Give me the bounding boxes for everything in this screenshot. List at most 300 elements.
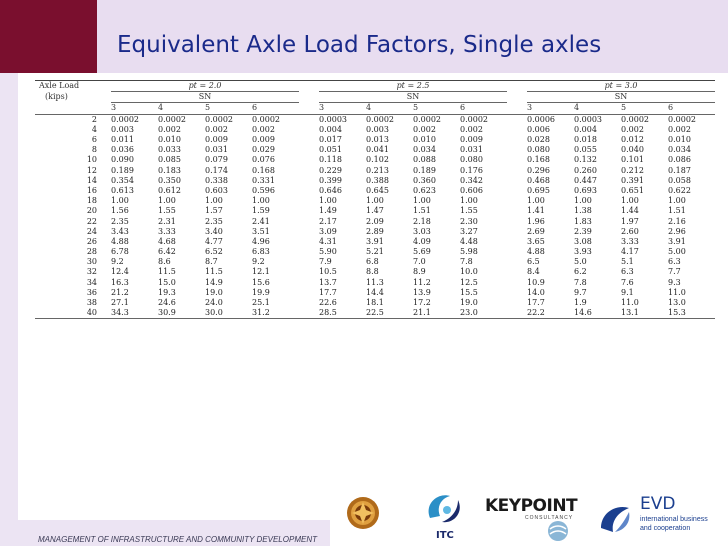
column-gap [507, 278, 527, 288]
load-factor-cell: 24.0 [205, 298, 223, 308]
load-factor-cell: 3.43 [111, 226, 129, 236]
load-factor-cell: 1.00 [413, 196, 431, 206]
load-factor-cell: 10.9 [527, 277, 545, 287]
load-factor-cell: 2.35 [205, 216, 223, 226]
pt-2-0-header: pt = 2.0 [111, 81, 299, 92]
load-factor-cell: 12.1 [252, 267, 270, 277]
load-factor-cell: 11.0 [621, 298, 639, 308]
load-factor-cell: 5.90 [319, 247, 337, 257]
load-factor-cell: 0.612 [158, 185, 181, 195]
university-seal-icon [346, 494, 380, 532]
load-factor-cell: 9.2 [111, 257, 124, 267]
load-factor-cell: 1.9 [574, 298, 587, 308]
load-factor-cell: 0.331 [252, 175, 275, 185]
axle-load-value: 4 [91, 124, 97, 134]
load-factor-cell: 7.0 [413, 257, 426, 267]
load-factor-cell: 0.034 [668, 145, 691, 155]
column-gap [507, 267, 527, 277]
load-factor-cell: 19.0 [460, 298, 478, 308]
load-factor-cell: 0.006 [527, 124, 550, 134]
table-row [35, 288, 715, 298]
axle-load-table-container [35, 80, 715, 319]
load-factor-cell: 0.296 [527, 165, 550, 175]
load-factor-cell: 4.31 [319, 236, 337, 246]
load-factor-cell: 0.189 [111, 165, 134, 175]
column-gap [299, 145, 319, 155]
load-factor-cell: 0.080 [460, 155, 483, 165]
load-factor-cell: 0.132 [574, 155, 597, 165]
table-row [35, 135, 715, 145]
load-factor-cell: 12.5 [460, 277, 478, 287]
load-factor-cell: 6.5 [527, 257, 540, 267]
column-gap [507, 216, 527, 226]
column-gap [299, 288, 319, 298]
load-factor-cell: 10.5 [319, 267, 337, 277]
sn-value-header: 3 [527, 103, 574, 114]
column-gap [507, 237, 527, 247]
sn-value-header: 6 [668, 103, 715, 114]
axle-load-value: 6 [91, 135, 97, 145]
table-row [35, 298, 715, 308]
load-factor-cell: 0.118 [319, 155, 342, 165]
column-gap [507, 257, 527, 267]
load-factor-cell: 15.5 [460, 287, 478, 297]
load-factor-cell: 10.0 [460, 267, 478, 277]
load-factor-cell: 9.7 [574, 287, 587, 297]
load-factor-cell: 0.041 [366, 145, 389, 155]
load-factor-cell: 2.16 [668, 216, 686, 226]
load-factor-cell: 1.38 [574, 206, 592, 216]
load-factor-cell: 23.0 [460, 308, 507, 319]
load-factor-cell: 0.391 [621, 175, 644, 185]
column-gap [507, 298, 527, 308]
axle-load-value: 14 [86, 175, 97, 185]
load-factor-cell: 6.42 [158, 247, 176, 257]
load-factor-cell: 0.350 [158, 175, 181, 185]
load-factor-cell: 0.187 [668, 165, 691, 175]
axle-load-value: 16 [86, 185, 97, 195]
axle-load-header: Axle Load [35, 81, 111, 92]
load-factor-cell: 6.8 [366, 257, 379, 267]
load-factor-cell: 2.17 [319, 216, 337, 226]
load-factor-cell: 8.6 [158, 257, 171, 267]
axle-load-factor-table [35, 80, 715, 319]
load-factor-cell: 0.168 [252, 165, 275, 175]
load-factor-cell: 0.004 [319, 124, 342, 134]
load-factor-cell: 0.693 [574, 185, 597, 195]
load-factor-cell: 15.3 [668, 308, 715, 319]
load-factor-cell: 17.7 [527, 298, 545, 308]
table-row [35, 278, 715, 288]
load-factor-cell: 3.51 [252, 226, 270, 236]
table-row [35, 125, 715, 135]
column-gap [507, 114, 527, 125]
load-factor-cell: 0.0002 [252, 114, 280, 124]
load-factor-cell: 14.9 [205, 277, 223, 287]
load-factor-cell: 6.3 [621, 267, 634, 277]
evd-subtitle: international business and cooperation [640, 516, 708, 532]
load-factor-cell: 15.6 [252, 277, 270, 287]
column-gap [507, 308, 527, 319]
load-factor-cell: 3.33 [158, 226, 176, 236]
load-factor-cell: 1.00 [574, 196, 592, 206]
load-factor-cell: 5.98 [460, 247, 478, 257]
load-factor-cell: 0.651 [621, 185, 644, 195]
load-factor-cell: 22.6 [319, 298, 337, 308]
load-factor-cell: 0.002 [460, 124, 483, 134]
load-factor-cell: 0.623 [413, 185, 436, 195]
load-factor-cell: 0.613 [111, 185, 134, 195]
column-gap [507, 155, 527, 165]
evd-wordmark: EVD [640, 494, 676, 514]
load-factor-cell: 6.78 [111, 247, 129, 257]
load-factor-cell: 0.009 [460, 135, 483, 145]
table-row [35, 227, 715, 237]
load-factor-cell: 0.031 [460, 145, 483, 155]
load-factor-cell: 3.40 [205, 226, 223, 236]
table-row [35, 166, 715, 176]
column-gap [299, 135, 319, 145]
load-factor-cell: 1.00 [366, 196, 384, 206]
load-factor-cell: 7.9 [319, 257, 332, 267]
table-row [35, 155, 715, 165]
load-factor-cell: 0.010 [668, 135, 691, 145]
column-gap [507, 135, 527, 145]
load-factor-cell: 0.360 [413, 175, 436, 185]
load-factor-cell: 0.388 [366, 175, 389, 185]
column-gap [299, 257, 319, 267]
load-factor-cell: 0.0002 [158, 114, 186, 124]
load-factor-cell: 0.009 [205, 135, 228, 145]
load-factor-cell: 0.088 [413, 155, 436, 165]
column-gap [299, 308, 319, 319]
column-gap [507, 125, 527, 135]
load-factor-cell: 1.47 [366, 206, 384, 216]
table-row [35, 267, 715, 277]
column-gap [299, 103, 319, 114]
keypoint-globe-icon [547, 520, 569, 542]
table-row [35, 216, 715, 226]
load-factor-cell: 0.013 [366, 135, 389, 145]
column-gap [507, 196, 527, 206]
load-factor-cell: 31.2 [252, 308, 299, 319]
load-factor-cell: 0.695 [527, 185, 550, 195]
load-factor-cell: 0.018 [574, 135, 597, 145]
load-factor-cell: 0.596 [252, 185, 275, 195]
load-factor-cell: 30.9 [158, 308, 205, 319]
load-factor-cell: 25.1 [252, 298, 270, 308]
load-factor-cell: 1.00 [111, 196, 129, 206]
load-factor-cell: 8.7 [205, 257, 218, 267]
evd-logo [595, 494, 725, 542]
table-row [35, 247, 715, 257]
load-factor-cell: 3.09 [319, 226, 337, 236]
load-factor-cell: 7.8 [460, 257, 473, 267]
column-gap [299, 298, 319, 308]
load-factor-cell: 0.055 [574, 145, 597, 155]
axle-load-value: 12 [86, 165, 97, 175]
load-factor-cell: 1.55 [158, 206, 176, 216]
load-factor-cell: 6.2 [574, 267, 587, 277]
load-factor-cell: 0.101 [621, 155, 644, 165]
load-factor-cell: 0.051 [319, 145, 342, 155]
load-factor-cell: 0.468 [527, 175, 550, 185]
load-factor-cell: 2.39 [574, 226, 592, 236]
load-factor-cell: 8.9 [413, 267, 426, 277]
load-factor-cell: 11.5 [158, 267, 176, 277]
axle-load-value: 18 [86, 196, 97, 206]
keypoint-wordmark: KEYPOINT [485, 496, 578, 516]
load-factor-cell: 0.002 [158, 124, 181, 134]
column-gap [507, 176, 527, 186]
load-factor-cell: 13.9 [413, 287, 431, 297]
load-factor-cell: 2.69 [527, 226, 545, 236]
load-factor-cell: 0.338 [205, 175, 228, 185]
axle-load-value: 22 [86, 216, 97, 226]
load-factor-cell: 28.5 [319, 308, 366, 319]
column-gap [507, 206, 527, 216]
load-factor-cell: 7.7 [668, 267, 681, 277]
load-factor-cell: 1.00 [460, 196, 478, 206]
load-factor-cell: 0.0002 [668, 114, 696, 124]
load-factor-cell: 0.645 [366, 185, 389, 195]
itc-swirl-icon [420, 488, 470, 530]
load-factor-cell: 3.91 [366, 236, 384, 246]
column-gap [507, 166, 527, 176]
column-gap [299, 247, 319, 257]
load-factor-cell: 0.174 [205, 165, 228, 175]
load-factor-cell: 5.1 [621, 257, 634, 267]
load-factor-cell: 1.00 [527, 196, 545, 206]
load-factor-cell: 16.3 [111, 277, 129, 287]
load-factor-cell: 1.00 [205, 196, 223, 206]
table-row [35, 308, 715, 319]
load-factor-cell: 2.35 [111, 216, 129, 226]
load-factor-cell: 11.5 [205, 267, 223, 277]
load-factor-cell: 9.2 [252, 257, 265, 267]
load-factor-cell: 1.00 [621, 196, 639, 206]
load-factor-cell: 14.6 [574, 308, 621, 319]
load-factor-cell: 0.229 [319, 165, 342, 175]
load-factor-cell: 13.7 [319, 277, 337, 287]
load-factor-cell: 19.0 [205, 287, 223, 297]
axle-load-value: 40 [35, 308, 111, 319]
column-gap [299, 278, 319, 288]
sn-value-header: 3 [111, 103, 158, 114]
load-factor-cell: 13.0 [668, 298, 686, 308]
column-gap [299, 267, 319, 277]
load-factor-cell: 0.0002 [621, 114, 649, 124]
load-factor-cell: 0.0003 [574, 114, 602, 124]
load-factor-cell: 4.09 [413, 236, 431, 246]
load-factor-cell: 0.010 [413, 135, 436, 145]
load-factor-cell: 17.7 [319, 287, 337, 297]
corner-accent-bar [0, 0, 97, 73]
load-factor-cell: 24.6 [158, 298, 176, 308]
load-factor-cell: 14.4 [366, 287, 384, 297]
column-gap [299, 186, 319, 196]
load-factor-cell: 0.176 [460, 165, 483, 175]
load-factor-cell: 0.040 [621, 145, 644, 155]
load-factor-cell: 0.0002 [205, 114, 233, 124]
sn-header-group-3: SN [527, 92, 715, 103]
load-factor-cell: 9.1 [621, 287, 634, 297]
load-factor-cell: 1.96 [527, 216, 545, 226]
sn-header-group-1: SN [111, 92, 299, 103]
load-factor-cell: 22.2 [527, 308, 574, 319]
load-factor-cell: 4.48 [460, 236, 478, 246]
sn-value-header: 6 [460, 103, 507, 114]
load-factor-cell: 1.56 [111, 206, 129, 216]
load-factor-cell: 0.076 [252, 155, 275, 165]
load-factor-cell: 0.622 [668, 185, 691, 195]
left-band [0, 73, 18, 546]
sn-value-header: 6 [252, 103, 299, 114]
table-row [35, 176, 715, 186]
sn-values-row [35, 103, 715, 114]
load-factor-cell: 0.003 [366, 124, 389, 134]
pt-3-0-header: pt = 3.0 [527, 81, 715, 92]
load-factor-cell: 0.0002 [111, 114, 139, 124]
column-gap [299, 114, 319, 125]
load-factor-cell: 8.8 [366, 267, 379, 277]
load-factor-cell: 3.03 [413, 226, 431, 236]
load-factor-cell: 1.51 [413, 206, 431, 216]
load-factor-cell: 14.0 [527, 287, 545, 297]
load-factor-cell: 0.034 [413, 145, 436, 155]
load-factor-cell: 27.1 [111, 298, 129, 308]
table-row [35, 237, 715, 247]
load-factor-cell: 3.65 [527, 236, 545, 246]
load-factor-cell: 2.60 [621, 226, 639, 236]
load-factor-cell: 1.44 [621, 206, 639, 216]
load-factor-cell: 0.004 [574, 124, 597, 134]
load-factor-cell: 1.00 [668, 196, 686, 206]
load-factor-cell: 1.00 [158, 196, 176, 206]
load-factor-cell: 0.080 [527, 145, 550, 155]
table-row [35, 114, 715, 125]
title-band [97, 18, 728, 73]
load-factor-cell: 11.0 [668, 287, 686, 297]
column-gap [507, 145, 527, 155]
load-factor-cell: 3.33 [621, 236, 639, 246]
column-gap [299, 155, 319, 165]
axle-load-value: 24 [86, 226, 97, 236]
load-factor-cell: 1.55 [460, 206, 478, 216]
sn-value-header: 4 [366, 103, 413, 114]
column-gap [507, 288, 527, 298]
load-factor-cell: 9.3 [668, 277, 681, 287]
load-factor-cell: 0.606 [460, 185, 483, 195]
load-factor-cell: 2.18 [413, 216, 431, 226]
top-band [0, 0, 728, 18]
load-factor-cell: 0.002 [668, 124, 691, 134]
load-factor-cell: 18.1 [366, 298, 384, 308]
load-factor-cell: 0.342 [460, 175, 483, 185]
slide-title: Equivalent Axle Load Factors, Single axles [117, 32, 602, 58]
axle-load-value: 10 [86, 155, 97, 165]
load-factor-cell: 4.96 [252, 236, 270, 246]
load-factor-cell: 1.59 [252, 206, 270, 216]
column-gap [299, 176, 319, 186]
load-factor-cell: 0.002 [621, 124, 644, 134]
load-factor-cell: 11.2 [413, 277, 431, 287]
keypoint-logo [485, 496, 590, 540]
load-factor-cell: 0.029 [252, 145, 275, 155]
load-factor-cell: 0.168 [527, 155, 550, 165]
load-factor-cell: 1.51 [668, 206, 686, 216]
itc-logo [420, 488, 470, 544]
load-factor-cell: 1.41 [527, 206, 545, 216]
sn-row-spacer [35, 103, 111, 114]
logo-strip [340, 488, 728, 546]
load-factor-cell: 7.6 [621, 277, 634, 287]
load-factor-cell: 4.88 [527, 247, 545, 257]
axle-load-units: (kips) [45, 92, 68, 102]
load-factor-cell: 19.3 [158, 287, 176, 297]
column-gap [299, 196, 319, 206]
axle-load-value: 36 [86, 287, 97, 297]
sn-value-header: 4 [158, 103, 205, 114]
load-factor-cell: 0.212 [621, 165, 644, 175]
load-factor-cell: 5.00 [668, 247, 686, 257]
load-factor-cell: 2.30 [460, 216, 478, 226]
load-factor-cell: 2.31 [158, 216, 176, 226]
axle-load-value: 8 [91, 145, 97, 155]
load-factor-cell: 0.603 [205, 185, 228, 195]
load-factor-cell: 0.0003 [319, 114, 347, 124]
load-factor-cell: 1.49 [319, 206, 337, 216]
load-factor-cell: 34.3 [111, 308, 158, 319]
load-factor-cell: 0.002 [252, 124, 275, 134]
load-factor-cell: 0.260 [574, 165, 597, 175]
load-factor-cell: 2.89 [366, 226, 384, 236]
load-factor-cell: 21.1 [413, 308, 460, 319]
load-factor-cell: 11.3 [366, 277, 384, 287]
pt-2-5-header: pt = 2.5 [319, 81, 507, 92]
load-factor-cell: 5.69 [413, 247, 431, 257]
load-factor-cell: 0.090 [111, 155, 134, 165]
axle-load-value: 34 [86, 277, 97, 287]
load-factor-cell: 0.017 [319, 135, 342, 145]
load-factor-cell: 0.183 [158, 165, 181, 175]
load-factor-cell: 3.08 [574, 236, 592, 246]
load-factor-cell: 4.88 [111, 236, 129, 246]
load-factor-cell: 6.3 [668, 257, 681, 267]
load-factor-cell: 7.8 [574, 277, 587, 287]
load-factor-cell: 8.4 [527, 267, 540, 277]
axle-load-value: 20 [86, 206, 97, 216]
footer-text: MANAGEMENT OF INFRASTRUCTURE AND COMMUNITY DEVELOPMENT [38, 535, 317, 544]
load-factor-cell: 0.086 [668, 155, 691, 165]
load-factor-cell: 0.002 [413, 124, 436, 134]
sn-value-header: 3 [319, 103, 366, 114]
load-factor-cell: 1.57 [205, 206, 223, 216]
load-factor-cell: 0.646 [319, 185, 342, 195]
column-gap [507, 227, 527, 237]
load-factor-cell: 2.96 [668, 226, 686, 236]
load-factor-cell: 1.97 [621, 216, 639, 226]
table-body [35, 114, 715, 319]
load-factor-cell: 0.011 [111, 135, 134, 145]
load-factor-cell: 5.21 [366, 247, 384, 257]
axle-load-value: 30 [86, 257, 97, 267]
load-factor-cell: 0.189 [413, 165, 436, 175]
axle-load-value: 28 [86, 247, 97, 257]
load-factor-cell: 30.0 [205, 308, 252, 319]
load-factor-cell: 6.83 [252, 247, 270, 257]
column-gap [299, 125, 319, 135]
